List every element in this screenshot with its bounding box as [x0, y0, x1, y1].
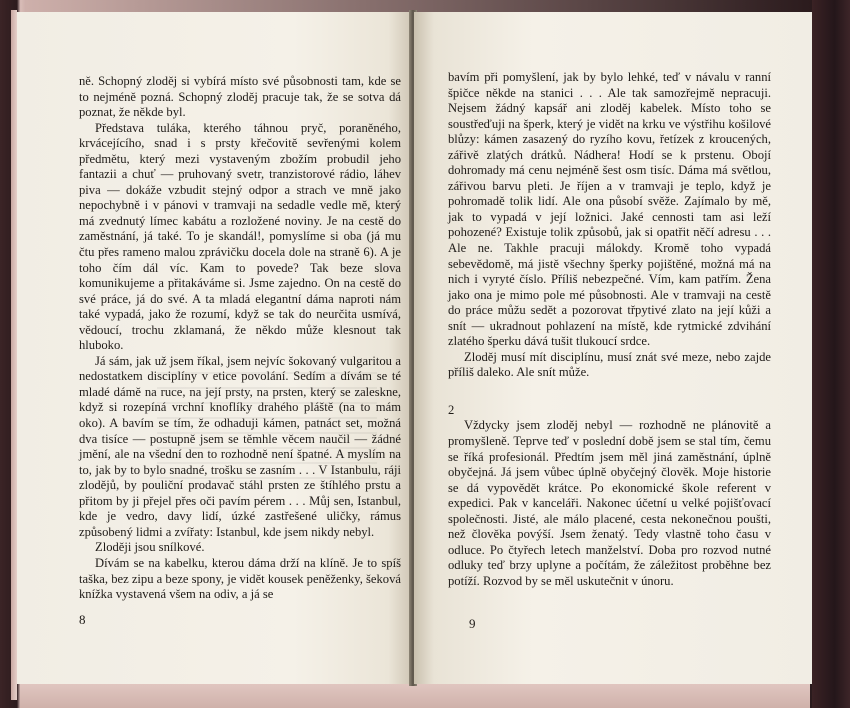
paragraph: Představa tuláka, kterého táhnou pryč, poraněného, krvácejícího, snad i s prsty křečovitě sevřenými kolem předmětu, který mezi vystaveným zbožím probudil jeho fantazii a chuť — pruhovaný svetr, tranzistorové rádio, láhev piva — dokáže vzbudit stejný odpor a strach ve mně jako nepochybně i v pánovi v tramvaji na sedadle vedle mě, který má zvednutý límec kabátu a rozložené noviny. Je na cestě do zaměstnání, já také. To je skandál!, pomyslíme si oba (já mu čtu přes rameno malou zprávičku docela dole na straně 6). A je toho čím dál víc. Kam to povede? Tak beze slova komunikujeme a přitakáváme si. Jsme zajedno. On na cestě do své práce, já do své. A ta mladá elegantní dáma naproti nám také vypadá, jako že rozumí, když se tak do neurčita usmívá, vědoucí, trochu zklamaná, že někdo může klesnout tak hluboko.	[79, 120, 401, 353]
cover-edge-bottom	[20, 684, 810, 708]
left-page	[17, 12, 412, 684]
paragraph: Zloděj musí mít disciplínu, musí znát své meze, nebo zajde příliš daleko. Ale snít může.	[448, 349, 771, 380]
paragraph: Dívám se na kabelku, kterou dáma drží na klíně. Je to spíš taška, bez zipu a beze spony, je vidět kousek peněženky, šeková knížka vystavená všem na odiv, a já se	[79, 555, 401, 602]
left-page-text	[79, 74, 401, 603]
background-right	[812, 0, 850, 708]
paragraph: ně. Schopný zloděj si vybírá místo své působnosti tam, kde se to nejméně pozná. Schopný zloděj pracuje tak, že se sotva dá poznat, že někde byl.	[79, 74, 401, 120]
paragraph: bavím při pomyšlení, jak by bylo lehké, teď v návalu v ranní špičce někde na stanici . . . Ale tak samozřejmě nepracuji. Nejsem žádný kapsář ani zloděj kabelek. Místo toho se soustřeďuji na šperk, který je vidět na krku ve výstřihu košilové blůzy: kámen zasazený do ryzího kovu, řetízek z kroucených, zářivě zlatých drátků. Nádhera! Hodí se k prstenu. Obojí dohromady má cenu nejméně šest osm tisíc. Dáma má světlou, zářivou barvu pleti. Je říjen a v tramvaji je teplo, když je pohromadě tolik lidí. Ale ona působí svěže. Zajímalo by mě, jak to vypadá v její ložnici. Jaké cennosti tam asi leží pohozené? Existuje tolik způsobů, jak si opatřit něčí adresu . . . Ale ne. Takhle pracuji málokdy. Kromě toho vypadá sebevědomě, má jistě všechny šperky pojištěné, možná má na nich i vyryté číslo. Příliš nebezpečné. Vím, kam patřím. Žena jako ona je mimo pole mé působnosti. Ale v tramvaji na cestě do práce můžu sedět a pozorovat třpytivé zlato na její kůži a snít — ukradnout pohlazení na místě, kde rytmické zdvihání zlatého šperku dává tušit tlukoucí srdce.	[448, 70, 771, 349]
paragraph: Já sám, jak už jsem říkal, jsem nejvíc šokovaný vulgaritou a nedostatkem disciplíny v etice povolání. Sedím a dívám se té mladé dámě na ruce, na její prsty, na prsten, který se zaleskne, když si rozepíná vrchní knoflíky drahého pláště (na to mám oko). A bavím se tím, že odhaduji kámen, patnáct set, možná dva tisíce — postupně jsem se těmhle věcem naučil — žádné jmění, ale na všední den to rozhodně není špatné. A myslím na to, jak by to bylo snadné, trošku se zasním . . . V Istanbulu, ráji zlodějů, by pouliční prodavač stáhl prsten ze štíhlého prstu a přitom by ji přejel přes oči pavím pérem . . . Můj sen, Istanbul, kde je vedro, davy lidí, úzké zastřešené uličky, rámus způsobený lidmi a zvířaty: Istanbul, kde jsem nikdy nebyl.	[79, 353, 401, 539]
page-number-right: 9	[469, 616, 476, 631]
page-number-left: 8	[79, 612, 86, 627]
right-page	[414, 12, 812, 684]
paragraph: Zloději jsou snílkové.	[95, 540, 205, 555]
paragraph: Vždycky jsem zloděj nebyl — rozhodně ne plánovitě a promyšleně. Teprve teď v poslední době jsem se stal tím, čemu se říká profesionál. Předtím jsem měl jiná zaměstnání, úplně obyčejná. Já jsem vůbec úplně obyčejný člověk. Moje historie se dá vypovědět krátce. Po ekonomické škole referent v expedici. Pak v kanceláři. Nakonec účetní u velké pojišťovací společnosti. Jisté, ale málo placené, cesta nekonečnou poušti, než člověka povýší. Jsem ženatý. Tedy vlastně toho času v odluce. Po čtyřech letech manželství. Doba pro rozvod nutné odluky teď brzy uplyne a počítám, že záležitost proběhne bez potíží. Rozvod by se měl uskutečnit v únoru.	[448, 418, 771, 588]
right-page-text	[448, 70, 771, 590]
chapter-number: 2	[448, 402, 455, 417]
